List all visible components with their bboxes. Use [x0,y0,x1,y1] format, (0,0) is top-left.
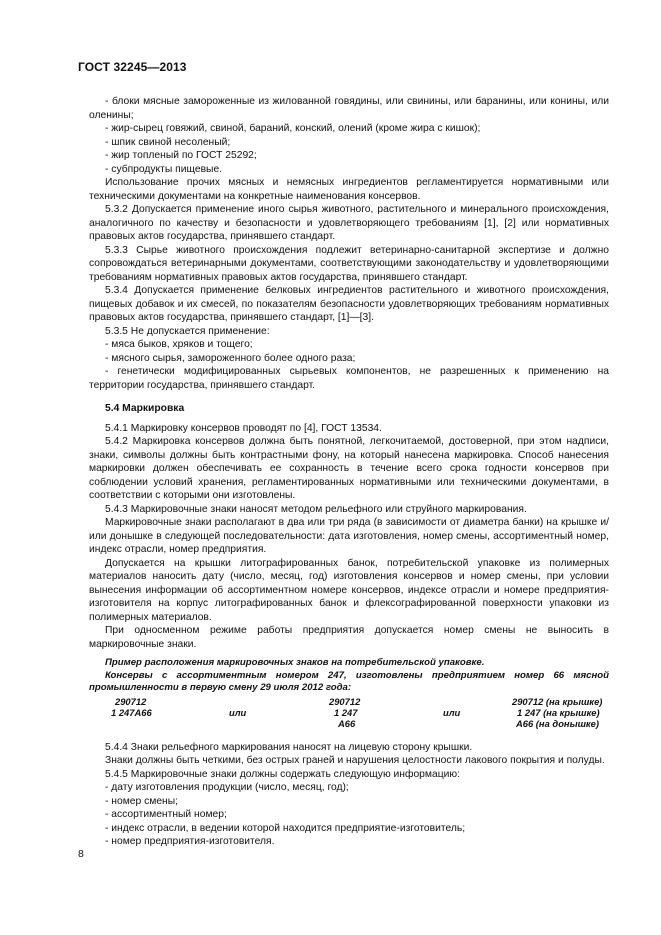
paragraph: 5.4.5 Маркировочные знаки должны содержать следующую информацию: [105,768,460,780]
code-variant-2-line-3: А66 [338,717,356,729]
paragraph: - номер смены; [105,795,178,807]
paragraph: 5.4.2 Маркировка консервов должна быть понятной, легкочитаемой, достоверной, при этом надписи, знаки, символы должны быть контрастными фону, на который нанесена маркировка. Способ нанесения маркировки должен обеспечивать ее сохранность в течение всего срока годности консервов при соблюдении условий хранения, регламентированных нормативными или техническими документами, в соответствии с которыми они изготовлены. [89,436,609,501]
paragraph: 5.4.3 Маркировочные знаки наносят методом рельефного или струйного маркирования. [105,503,527,515]
paragraph: 5.4.4 Знаки рельефного маркирования наносят на лицевую сторону крышки. [105,741,473,753]
paragraph: - ассортиментный номер; [105,809,227,820]
paragraph: При односменном режиме работы предприятия допускается номер смены не выносить в маркировочные знаки. [89,625,609,650]
paragraph: - субпродукты пищевые. [105,163,223,175]
paragraph: - мясного сырья, замороженного более одного раза; [105,352,356,364]
section-heading: 5.4 Маркировка [105,403,185,414]
or-separator: или [443,706,461,718]
paragraph: - индекс отрасли, в ведении которой находится предприятие-изготовитель; [105,822,466,834]
paragraph: - жир-сырец говяжий, свиной, бараний, конский, олений (кроме жира с кишок); [105,123,481,134]
marking-codes-example [89,695,609,737]
paragraph: 5.4.1 Маркировку консервов проводят по [4], ГОСТ 13534. [105,422,382,434]
document-body [89,95,609,849]
paragraph: Маркировочные знаки располагают в два или три ряда (в зависимости от диаметра банки) на крышке и/или донышке в следующей последовательности: дата изготовления, номер смены, ассортиментный номер, индекс отрасли, номер предприятия. [89,517,609,555]
code-variant-2-line-1: 290712 [329,695,361,707]
paragraph: Использование прочих мясных и немясных ингредиентов регламентируется нормативными или техническими документами на конкретные наименования консервов. [89,177,609,202]
page-header-title: ГОСТ 32245—2013 [78,60,187,74]
code-variant-3-line-1: 290712 (на крышке) [512,695,603,707]
example-text: Консервы с ассортиментным номером 247, изготовлены предприятием номер 66 мясной промышленности в первую смену 29 июля 2012 года: [89,669,609,693]
paragraph: - генетически модифицированных сырьевых компонентов, не разрешенных к применению на территории государства, принявшего стандарт. [89,366,609,391]
paragraph: - жир топленый по ГОСТ 25292; [105,150,257,161]
paragraph: 5.3.5 Не допускается применение: [105,325,270,337]
example-title: Пример расположения маркировочных знаков на потребительской упаковке. [105,657,485,668]
code-variant-3-line-3: А66 (на донышке) [516,717,600,729]
paragraph: Знаки должны быть четкими, без острых граней и нарушения целостности лакового покрытия и полуды. [105,755,605,766]
paragraph: 5.3.2 Допускается применение иного сырья животного, растительного и минерального происхождения, аналогичного по качеству и безопасности и удовлетворяющего требованиям [1], [2] или нормативных правовых актов государства, принявшего стандарт. [89,204,609,242]
paragraph: 5.3.3 Сырье животного происхождения подлежит ветеринарно-санитарной экспертизе и должно сопровождаться ветеринарными документами, соответствующими законодательству и удовлетворяющими требованиям нормативных правовых актов государства, принявшего стандарт. [89,244,609,283]
paragraph: - номер предприятия-изготовителя. [105,836,275,847]
or-separator: или [229,706,247,718]
code-variant-2-line-2: 1 247 [334,706,358,718]
paragraph: 5.3.4 Допускается применение белковых ингредиентов растительного и животного происхождения, пищевых добавок и их смесей, по показателям безопасности удовлетворяющих требованиям нормативных правовых актов государства, принявшего стандарт, [1]—[3]. [89,285,609,323]
code-variant-3-line-2: 1 247 (на крышке) [517,706,600,718]
paragraph: - шпик свиной несоленый; [105,136,231,148]
paragraph: - дату изготовления продукции (число, месяц, год); [105,782,349,793]
code-variant-1-line-2: 1 247А66 [111,706,152,718]
paragraph: - блоки мясные замороженные из жилованной говядины, или свинины, или баранины, или конины, или оленины; [89,96,609,121]
code-variant-1-line-1: 290712 [115,695,147,707]
paragraph: - мяса быков, хряков и тощего; [105,339,253,350]
paragraph: Допускается на крышки литографированных банок, потребительской упаковке из полимерных материалов наносить дату (число, месяц, год) изготовления консервов и номер смены, при условии вынесения информации об ассортиментном номере консервов, индексе отрасли и номере предприятия-изготовителя на корпус литографированных банок и флексографированной поверхности упаковки из полимерных материалов. [89,557,609,623]
page-number: 8 [78,848,84,860]
